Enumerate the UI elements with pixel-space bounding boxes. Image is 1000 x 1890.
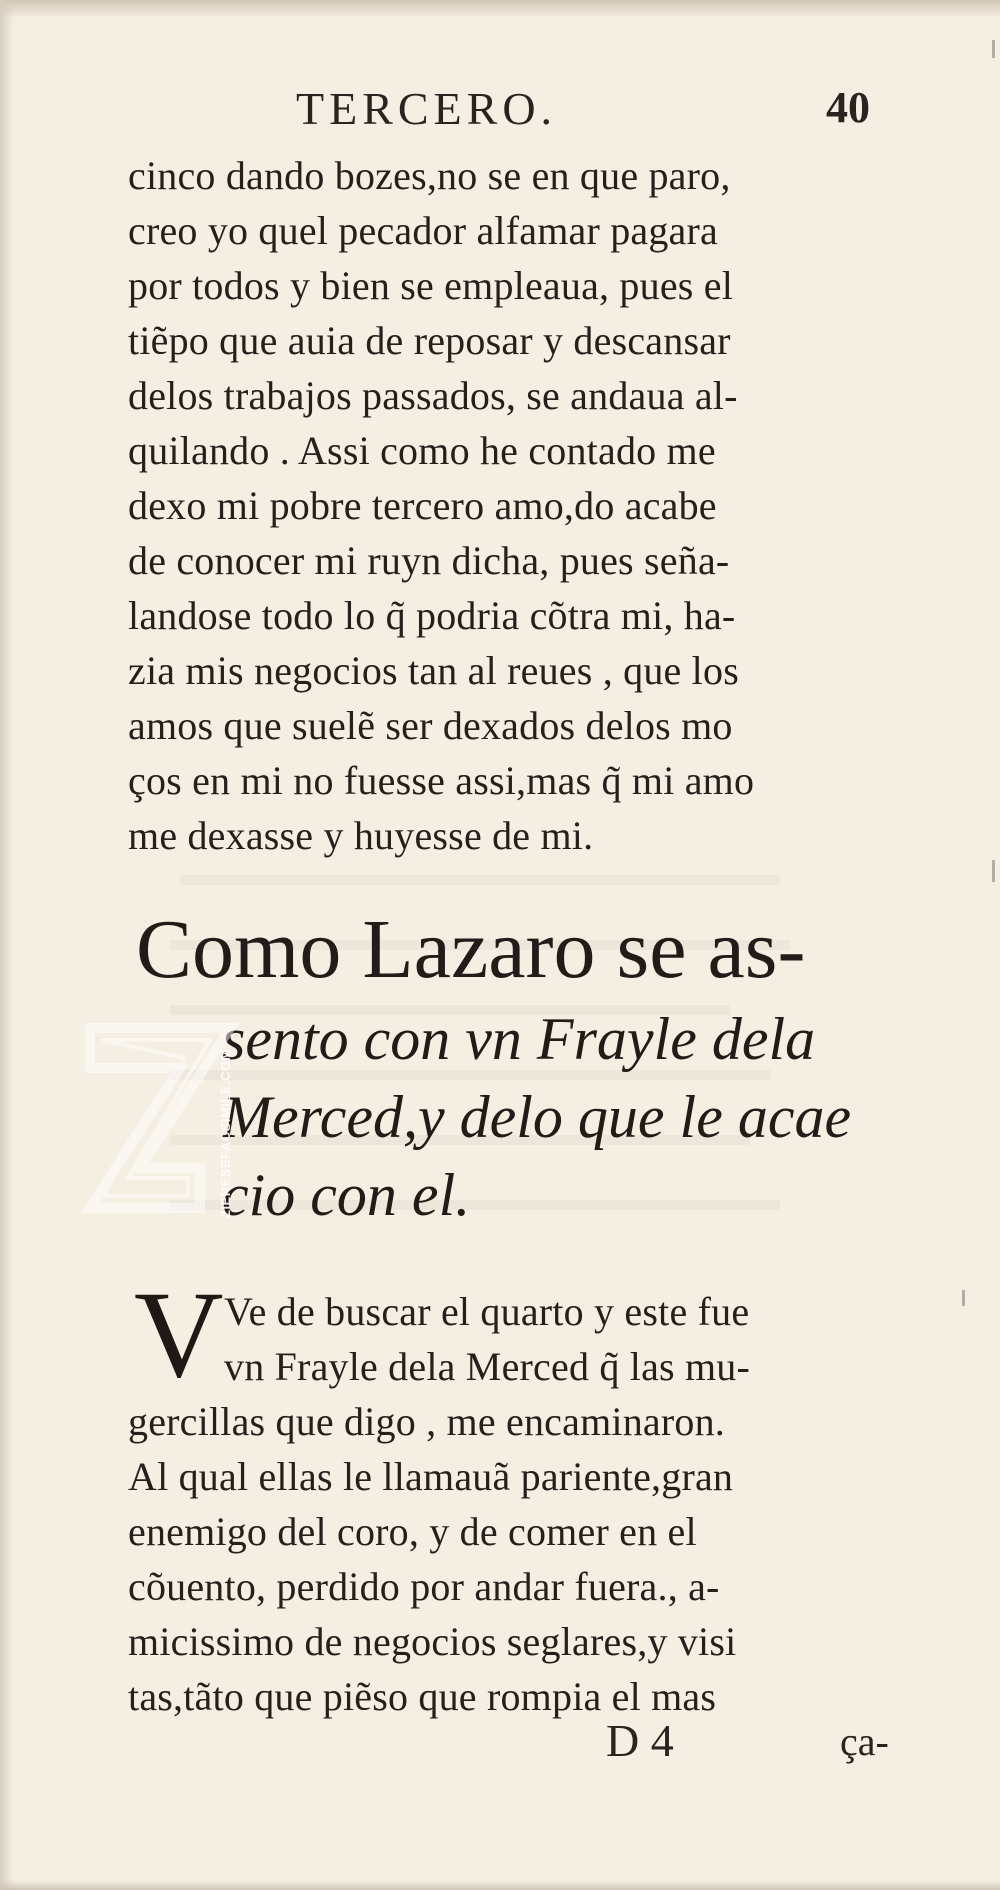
text-line: por todos y bien se empleaua, pues el (128, 263, 734, 308)
body-text-top (128, 148, 908, 863)
text-line: Ve de buscar el quarto y este fue (224, 1289, 750, 1334)
text-line: Al qual ellas le llamauã pariente,gran (128, 1454, 734, 1499)
text-line: landose todo lo q̃ podria cõtra mi, ha- (128, 593, 736, 638)
folio-number: 40 (826, 83, 870, 132)
text-line: tas,tãto que piẽso que rompia el mas (128, 1674, 717, 1719)
watermark-text (214, 1030, 238, 1220)
drop-cap: V (134, 1266, 224, 1403)
page-shadow-left (0, 0, 14, 1890)
svg-text:ZIERESEFACSIMILE.COM: ZIERESEFACSIMILE.COM (218, 1049, 233, 1218)
page-shadow-top (0, 0, 1000, 18)
running-head: TERCERO. (296, 83, 558, 134)
margin-mark (992, 860, 995, 882)
text-line: tiẽpo que auia de reposar y descansar (128, 318, 731, 363)
text-line: ços en mi no fuesse assi,mas q̃ mi amo (128, 758, 755, 803)
signature-mark: D 4 (606, 1715, 674, 1766)
text-line: cõuento, perdido por andar fuera., a- (128, 1564, 720, 1609)
text-line: cinco dando bozes,no se en que paro, (128, 153, 731, 198)
text-line: amos que suelẽ ser dexados delos mo (128, 703, 733, 748)
chapter-title-line: Merced,y delo que le acae (222, 1084, 852, 1150)
text-line: zia mis negocios tan al reues , que los (128, 648, 739, 693)
catchword: ça- (840, 1719, 889, 1764)
text-line: micissimo de negocios seglares,y visi (128, 1619, 737, 1664)
chapter-title-line: Como Lazaro se as- (136, 903, 806, 996)
text-line: creo yo quel pecador alfamar pagara (128, 208, 718, 253)
page-header (0, 82, 1000, 142)
text-line: delos trabajos passados, se andaua al- (128, 373, 738, 418)
page-footer (0, 1714, 1000, 1774)
text-line: vn Frayle dela Merced q̃ las mu- (224, 1344, 751, 1389)
text-line: enemigo del coro, y de comer en el (128, 1509, 697, 1554)
text-line: dexo mi pobre tercero amo,do acabe (128, 483, 717, 528)
text-line: me dexasse y huyesse de mi. (128, 813, 594, 858)
chapter-title-line: sento con vn Frayle dela (222, 1006, 816, 1072)
text-line: quilando . Assi como he contado me (128, 428, 716, 473)
margin-mark (992, 40, 995, 58)
text-line: gercillas que digo , me encaminaron. (128, 1399, 725, 1444)
chapter-title (136, 900, 936, 1234)
text-line: de conocer mi ruyn dicha, pues seña- (128, 538, 730, 583)
margin-mark (962, 1290, 965, 1306)
page-shadow-bottom (0, 1880, 1000, 1890)
body-text-bottom (128, 1284, 908, 1724)
chapter-title-line: cio con el. (222, 1162, 471, 1228)
